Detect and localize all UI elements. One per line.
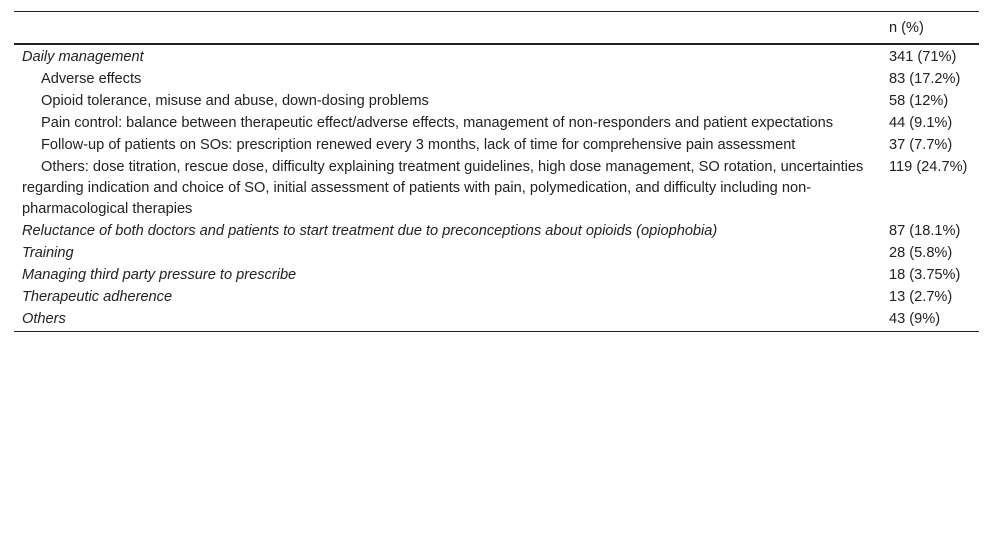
table-body bbox=[14, 44, 979, 332]
row-label: Follow-up of patients on SOs: prescription renewed every 3 months, lack of time for comprehensive pain assessment bbox=[41, 137, 796, 153]
table-row bbox=[14, 135, 979, 157]
row-value: 44 (9.1%) bbox=[889, 115, 953, 131]
row-value: 43 (9%) bbox=[883, 309, 979, 332]
table-row bbox=[14, 91, 979, 113]
row-label: Reluctance of both doctors and patients to start treatment due to preconceptions about opioids (opiophobia) bbox=[22, 223, 718, 239]
header-value-cell: n (%) bbox=[883, 12, 979, 45]
row-value: 87 (18.1%) bbox=[889, 223, 961, 239]
row-value: 18 (3.75%) bbox=[889, 267, 961, 283]
header-row bbox=[14, 12, 979, 45]
table-row bbox=[14, 221, 979, 243]
row-label: Adverse effects bbox=[41, 71, 142, 87]
row-label: Others: dose titration, rescue dose, difficulty explaining treatment guidelines, high dose management, SO rotation, uncertainties regarding indication and choice of SO, initial assessment of patients with pain, polymedication, and difficulty including non-pharmacological therapies bbox=[22, 159, 864, 217]
table-row bbox=[14, 69, 979, 91]
row-value: 83 (17.2%) bbox=[889, 71, 961, 87]
row-value: 119 (24.7%) bbox=[889, 159, 968, 175]
header-label-cell bbox=[14, 12, 883, 45]
table-row bbox=[14, 157, 979, 221]
row-value: 341 (71%) bbox=[889, 49, 957, 65]
row-value: 37 (7.7%) bbox=[889, 137, 953, 153]
row-label: Opioid tolerance, misuse and abuse, down-dosing problems bbox=[41, 93, 429, 109]
row-value: 28 (5.8%) bbox=[889, 245, 953, 261]
table-row bbox=[14, 113, 979, 135]
row-label: Daily management bbox=[22, 49, 144, 65]
data-table bbox=[14, 11, 979, 332]
row-value: 13 (2.7%) bbox=[889, 289, 953, 305]
table-row bbox=[14, 44, 979, 69]
table-row bbox=[14, 287, 979, 309]
data-table-container bbox=[14, 11, 979, 332]
table-row bbox=[14, 309, 979, 332]
row-label: Managing third party pressure to prescribe bbox=[22, 267, 297, 283]
table-row bbox=[14, 265, 979, 287]
row-label: Others bbox=[14, 309, 883, 332]
table-row bbox=[14, 243, 979, 265]
row-label: Training bbox=[22, 245, 74, 261]
table-header bbox=[14, 12, 979, 45]
row-value: 58 (12%) bbox=[889, 93, 949, 109]
row-label: Therapeutic adherence bbox=[22, 289, 173, 305]
row-label: Pain control: balance between therapeutic effect/adverse effects, management of non-responders and patient expectations bbox=[41, 115, 834, 131]
